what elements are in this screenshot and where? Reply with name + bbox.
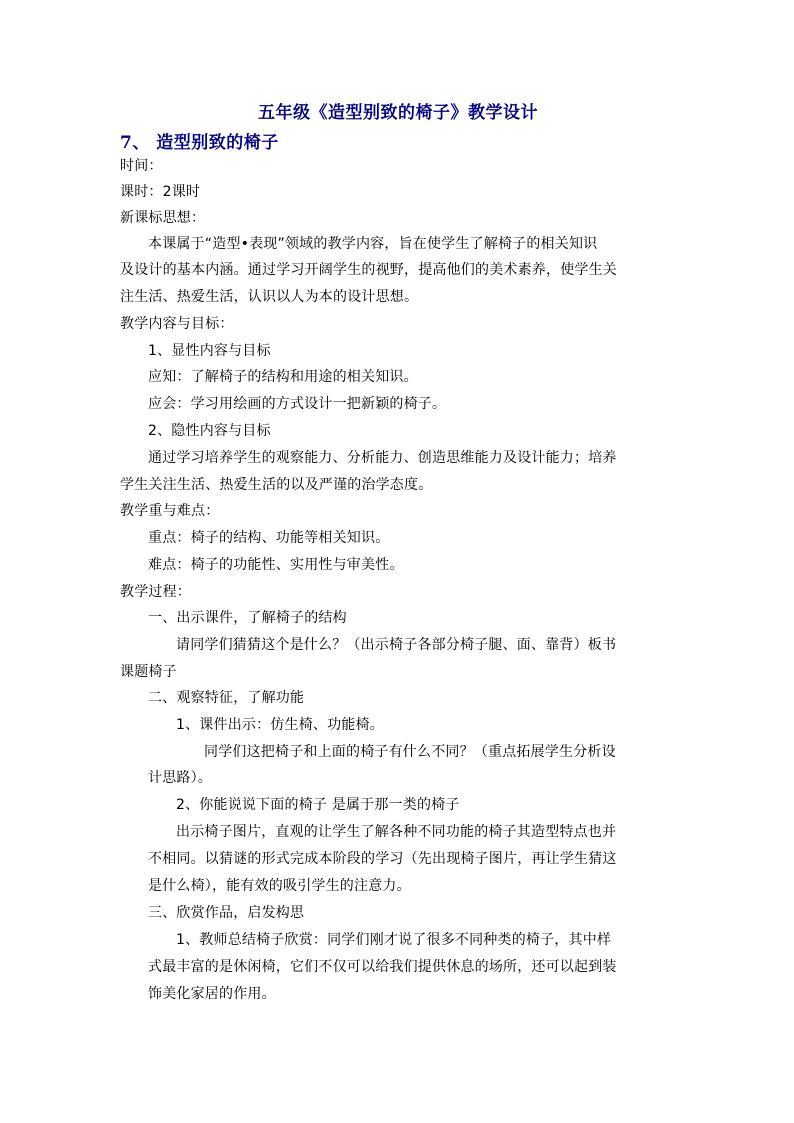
lesson-title: 7、 造型别致的椅子 (120, 133, 279, 153)
text-line: 二、观察特征，了解功能 (148, 690, 305, 706)
text-line: 同学们这把椅子和上面的椅子有什么不同？（重点拓展学生分析设 (204, 744, 616, 760)
text-line: 饰美化家居的作用。 (148, 986, 276, 1002)
text-line: 应知：了解椅子的结构和用途的相关知识。 (148, 369, 418, 385)
text-line: 新课标思想： (120, 210, 206, 226)
text-line: 一、出示课件，了解椅子的结构 (148, 610, 347, 626)
text-line: 及设计的基本内涵。通过学习开阔学生的视野，提高他们的美术素养，使学生关 (120, 262, 617, 278)
text-line: 不相同。以猜谜的形式完成本阶段的学习（先出现椅子图片，再让学生猜这 (148, 851, 617, 867)
text-line: 课题椅子 (120, 664, 177, 680)
text-line: 式最丰富的是休闲椅，它们不仅可以给我们提供休息的场所，还可以起到装 (148, 959, 617, 975)
text-line: 重点：椅子的结构、功能等相关知识。 (148, 530, 390, 546)
text-line: 注生活、热爱生活，认识以人为本的设计思想。 (120, 289, 419, 305)
text-line: 学生关注生活、热爱生活的以及严谨的治学态度。 (120, 477, 433, 493)
text-line: 计思路）。 (148, 770, 212, 786)
text-line: 教学内容与目标： (120, 316, 234, 332)
text-line: 本课属于“造型•表现”领域的教学内容，旨在使学生了解椅子的相关知识 (148, 236, 598, 252)
document-title: 五年级《造型别致的椅子》教学设计 (258, 103, 538, 123)
text-line: 课时：2课时 (120, 184, 201, 200)
text-line: 教学重与难点： (120, 503, 220, 519)
text-line: 通过学习培养学生的观察能力、分析能力、创造思维能力及设计能力；培养 (148, 450, 617, 466)
text-line: 时间： (120, 158, 163, 174)
text-line: 三、欣赏作品，启发构思 (148, 905, 305, 921)
text-line: 1、课件出示：仿生椅、功能椅。 (176, 717, 384, 733)
text-line: 2、你能说说下面的椅子 是属于那一类的椅子 (176, 797, 460, 813)
text-line: 请同学们猜猜这个是什么？（出示椅子各部分椅子腿、面、靠背）板书 (176, 637, 617, 653)
text-line: 难点：椅子的功能性、实用性与审美性。 (148, 557, 404, 573)
text-line: 1、教师总结椅子欣赏：同学们刚才说了很多不同种类的椅子，其中样 (176, 932, 612, 948)
text-line: 应会：学习用绘画的方式设计一把新颖的椅子。 (148, 396, 447, 412)
text-line: 2、隐性内容与目标 (148, 423, 271, 439)
text-line: 出示椅子图片，直观的让学生了解各种不同功能的椅子其造型特点也并 (176, 824, 617, 840)
text-line: 1、显性内容与目标 (148, 343, 271, 359)
text-line: 是什么椅），能有效的吸引学生的注意力。 (148, 878, 411, 894)
text-line: 教学过程： (120, 584, 191, 600)
